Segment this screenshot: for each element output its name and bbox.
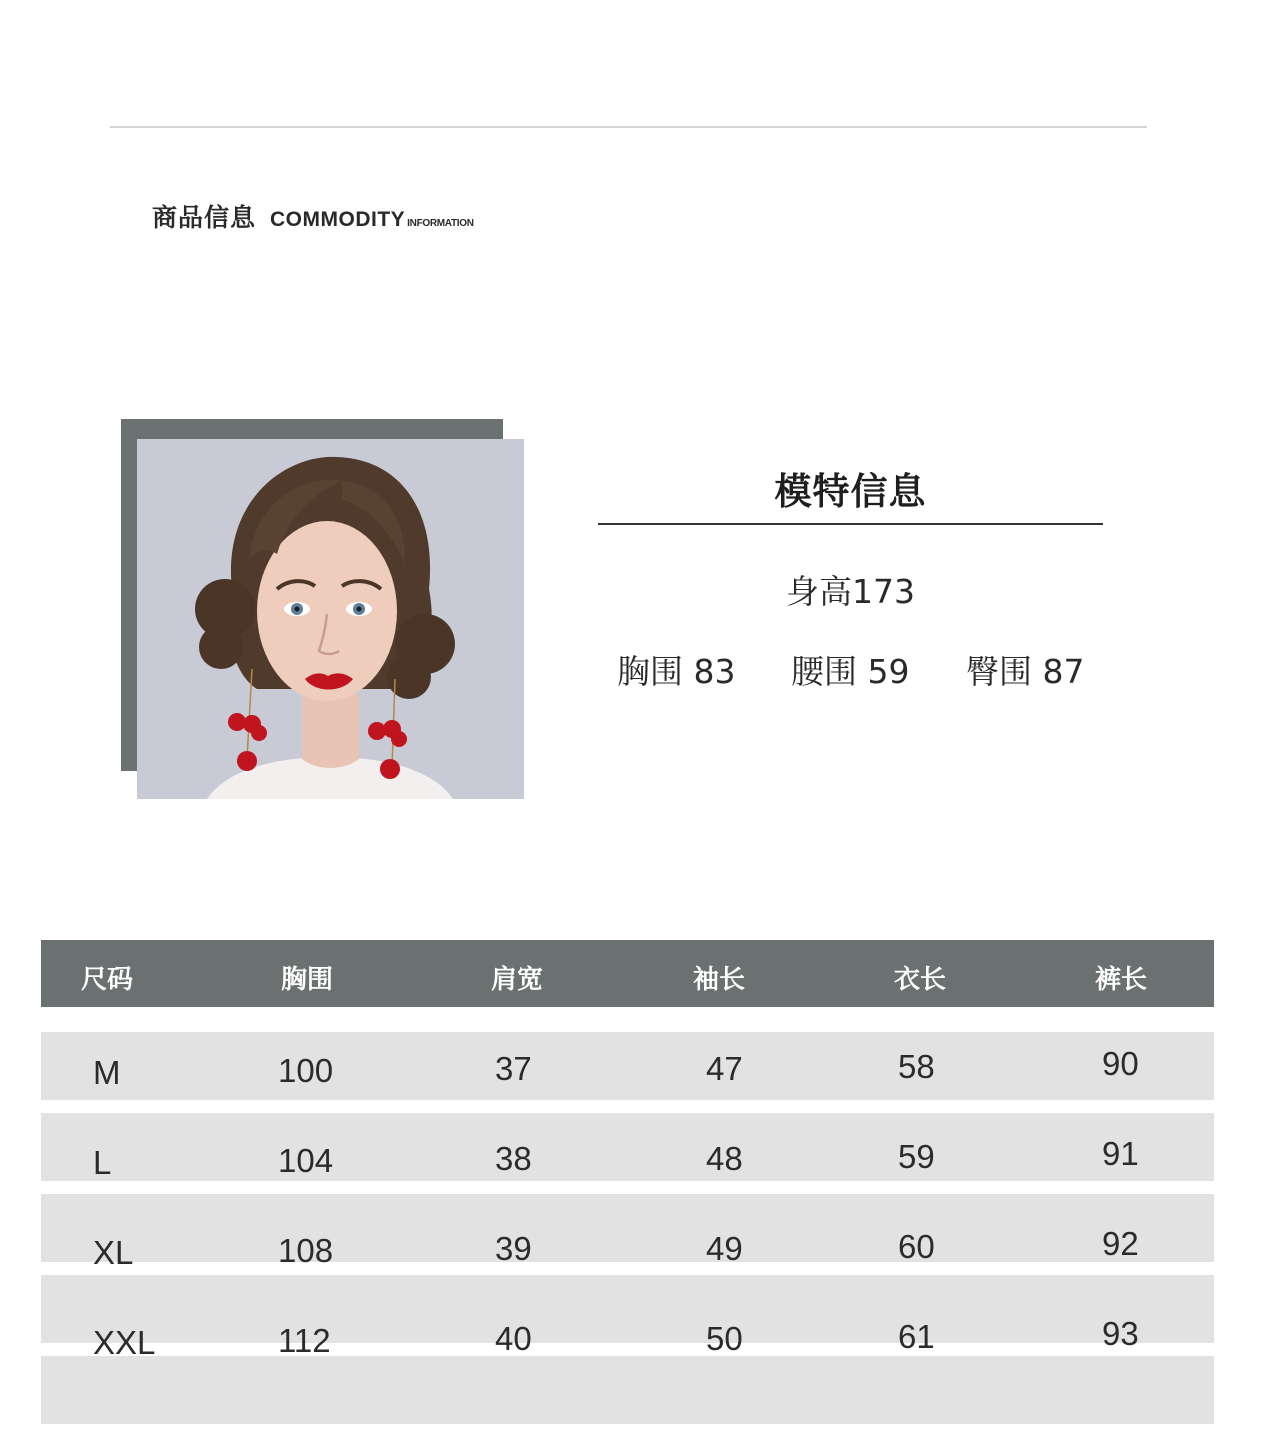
cell-size: M <box>93 1054 121 1091</box>
header-chest: 胸围 <box>281 965 334 995</box>
cell-pants-length: 92 <box>1102 1225 1139 1262</box>
cell-shoulder: 38 <box>495 1140 532 1177</box>
cell-length: 61 <box>898 1318 935 1355</box>
section-heading-zh: 商品信息 <box>152 203 257 232</box>
cell-sleeve: 48 <box>706 1140 743 1177</box>
header-sleeve: 袖长 <box>693 965 746 995</box>
table-row-bar <box>41 1194 1214 1262</box>
cell-sleeve: 50 <box>706 1320 743 1357</box>
model-photo <box>137 439 524 799</box>
section-heading-en: COMMODITY <box>270 208 406 231</box>
cell-pants-length: 93 <box>1102 1315 1139 1352</box>
cell-shoulder: 40 <box>495 1320 532 1357</box>
table-row-bar <box>41 1275 1214 1343</box>
model-hip: 臀围 87 <box>966 652 1085 691</box>
top-divider <box>110 126 1147 128</box>
table-row-bar <box>41 1356 1214 1424</box>
cell-chest: 100 <box>278 1052 334 1089</box>
header-length: 衣长 <box>894 965 947 995</box>
model-info-divider <box>598 523 1103 525</box>
cell-length: 60 <box>898 1228 935 1265</box>
cell-shoulder: 37 <box>495 1050 532 1087</box>
cell-chest: 108 <box>278 1232 334 1269</box>
model-info-title: 模特信息 <box>774 470 927 513</box>
cell-sleeve: 49 <box>706 1230 743 1267</box>
size-table-header <box>41 940 1214 1007</box>
cell-sleeve: 47 <box>706 1050 743 1087</box>
model-portrait-image <box>137 439 524 799</box>
cell-size: L <box>93 1144 112 1181</box>
table-row-bar <box>41 1113 1214 1181</box>
cell-length: 59 <box>898 1138 935 1175</box>
header-shoulder: 肩宽 <box>491 965 544 995</box>
section-heading <box>152 198 474 238</box>
header-pants-length: 裤长 <box>1095 965 1148 995</box>
cell-length: 58 <box>898 1048 935 1085</box>
section-heading-en-small: INFORMATION <box>407 218 474 229</box>
cell-chest: 104 <box>278 1142 334 1179</box>
table-row-bar <box>41 1032 1214 1100</box>
model-height: 身高173 <box>786 572 915 611</box>
cell-size: XXL <box>93 1324 156 1361</box>
cell-pants-length: 91 <box>1102 1135 1139 1172</box>
cell-size: XL <box>93 1234 134 1271</box>
model-chest: 胸围 83 <box>617 652 736 691</box>
cell-pants-length: 90 <box>1102 1045 1139 1082</box>
model-waist: 腰围 59 <box>791 652 910 691</box>
cell-shoulder: 39 <box>495 1230 532 1267</box>
header-size: 尺码 <box>81 965 134 995</box>
cell-chest: 112 <box>278 1322 331 1359</box>
